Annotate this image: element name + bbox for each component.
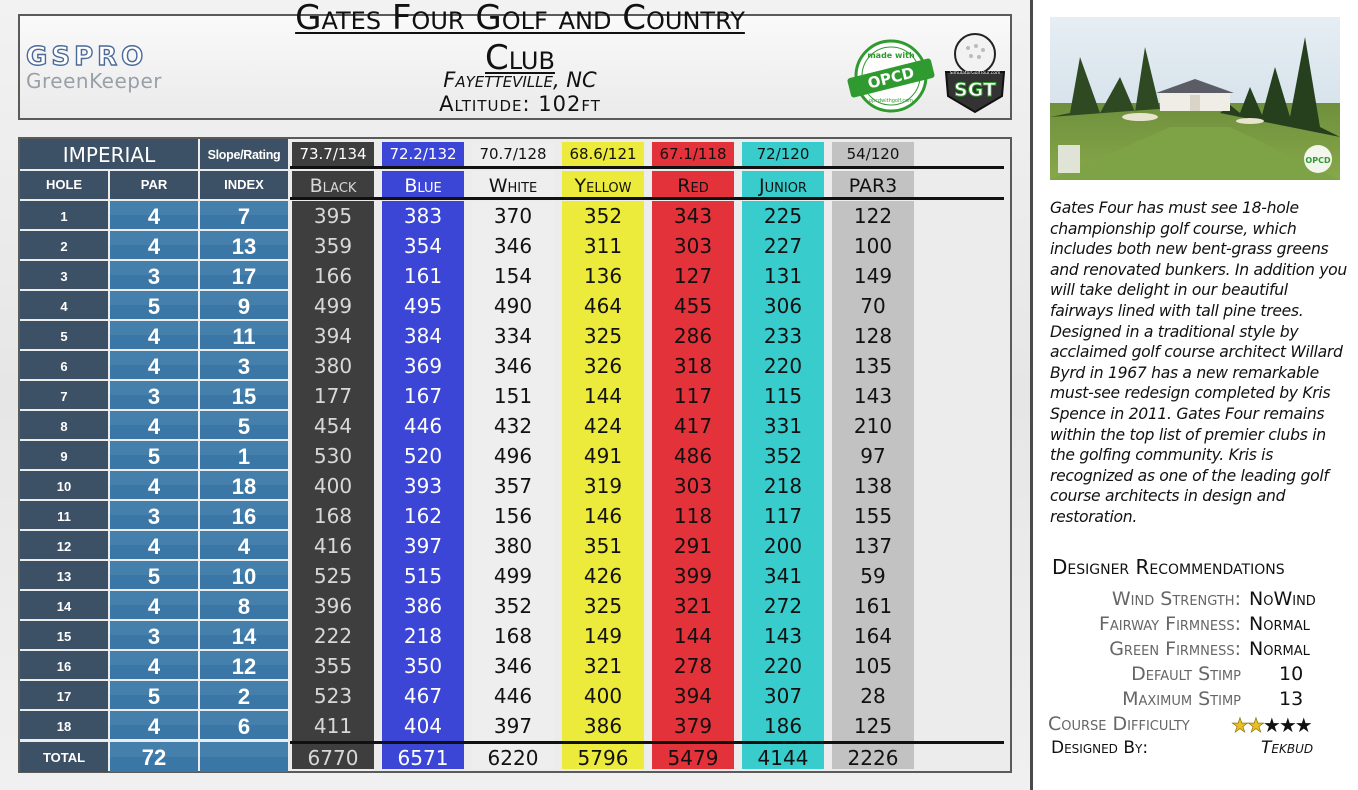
hole-yardage: 499 [313,294,353,318]
hole-par: 3 [110,501,198,529]
tee-rating: 54/120 [832,142,914,166]
hole-par: 4 [110,471,198,499]
hole-yardage: 399 [673,564,713,588]
course-description: Gates Four has must see 18-hole championship golf course, which includes both new bent-grass greens and renovated bunkers. In addition you will take delight in our beautiful fairways lined with tall pine trees. Designed in a traditional style by acclaimed golf course architect Willard Byrd in 1967 has a new remarkable must-see redesign completed by Kris Spence in 2011. Gates Four remains within the top list of premier clubs in the golfing community. Kris is recognized as one of the leading golf course architects in design and restoration. [1050,199,1348,526]
hole-yardage: 186 [763,714,803,738]
hole-yardage: 319 [583,474,623,498]
recommendation-label: Maximum Stimp [1122,688,1241,710]
hole-yardage: 155 [853,504,893,528]
hole-number: 11 [20,501,108,529]
hole-yardage: 146 [583,504,623,528]
hole-yardage: 352 [763,444,803,468]
hole-yardage: 523 [313,684,353,708]
tee-name: Junior [742,171,824,199]
hole-number: 3 [20,261,108,289]
preview-opcd-logo: OPCD [1305,156,1331,165]
designed-by-row [1041,738,1351,763]
hole-yardage: 454 [313,414,353,438]
tee-yardage-list [742,201,824,769]
sgt-logo-text: SGT [954,79,996,101]
recommendation-row [1041,613,1351,638]
hole-yardage: 495 [403,294,443,318]
hole-yardage: 210 [853,414,893,438]
hole-index: 12 [200,651,288,679]
tee-total: 6770 [307,746,359,770]
hole-yardage: 97 [860,444,886,468]
hole-yardage: 166 [313,264,353,288]
hole-index: 2 [200,681,288,709]
hole-yardage: 306 [763,294,803,318]
hole-yardage: 100 [853,234,893,258]
hole-par: 4 [110,711,198,739]
hole-number: 4 [20,291,108,319]
hole-par: 4 [110,351,198,379]
hole-yardage: 370 [493,204,533,228]
star-filled-icon: ★ [1231,713,1247,737]
opcd-logo-url: opcdwithgolf.com [868,98,914,104]
opcd-logo-top: made with [867,51,915,60]
hole-yardage: 143 [853,384,893,408]
hole-index: 17 [200,261,288,289]
hole-yardage: 525 [313,564,353,588]
hole-yardage: 278 [673,654,713,678]
hole-yardage: 383 [403,204,443,228]
hole-yardage: 220 [763,654,803,678]
hole-yardage: 321 [673,594,713,618]
sgt-logo [940,26,1010,116]
hole-par: 4 [110,201,198,229]
index-total-empty [200,742,288,772]
hole-yardage: 128 [853,324,893,348]
tee-total: 6571 [397,746,449,770]
tee-name: Black [292,171,374,199]
hole-yardage: 200 [763,534,803,558]
hole-yardage: 168 [493,624,533,648]
hole-yardage: 117 [763,504,803,528]
hole-index: 15 [200,381,288,409]
hole-yardage: 496 [493,444,533,468]
hole-yardage: 455 [673,294,713,318]
hole-yardage: 291 [673,534,713,558]
tee-name: Blue [382,171,464,199]
hole-par: 4 [110,411,198,439]
greenkeeper-logo-text: GreenKeeper [26,69,163,93]
hole-index: 11 [200,321,288,349]
hole-index: 13 [200,231,288,259]
hole-yardage: 380 [493,534,533,558]
sgt-logo-top: SimulatorGolfTour.com [949,71,1001,76]
hole-yardage: 386 [403,594,443,618]
hole-yardage: 520 [403,444,443,468]
hole-yardage: 162 [403,504,443,528]
course-title-line2: Club [485,38,555,78]
hole-yardage: 404 [403,714,443,738]
hole-yardage: 222 [313,624,353,648]
hole-yardage: 446 [403,414,443,438]
hole-yardage: 70 [860,294,886,318]
hole-yardage: 28 [860,684,886,708]
hole-yardage: 272 [763,594,803,618]
recommendation-row [1041,688,1351,713]
tee-total: 6220 [487,746,539,770]
tee-column-junior [742,139,824,771]
course-altitude: Altitude: 102ft [439,92,601,116]
hole-yardage: 491 [583,444,623,468]
hole-number: 10 [20,471,108,499]
hole-par: 3 [110,621,198,649]
course-title [220,0,820,78]
hole-yardage: 411 [313,714,353,738]
recommendation-label: Default Stimp [1131,663,1241,685]
hole-yardage: 161 [853,594,893,618]
hole-yardage: 384 [403,324,443,348]
total-label: TOTAL [20,742,108,772]
hole-yardage: 325 [583,594,623,618]
designed-by-value: Tekbud [1261,738,1314,758]
tee-rating: 72.2/132 [382,142,464,166]
hole-number: 17 [20,681,108,709]
hole-yardage: 394 [313,324,353,348]
hole-yardage: 379 [673,714,713,738]
hole-yardage: 227 [763,234,803,258]
tee-name: PAR3 [832,171,914,199]
hole-par: 4 [110,321,198,349]
hole-index: 8 [200,591,288,619]
tee-column-par3 [832,139,914,771]
hole-yardage: 311 [583,234,623,258]
tee-rating: 72/120 [742,142,824,166]
course-title-line1: Gates Four Golf and Country [295,0,745,38]
tee-column-white [472,139,554,771]
hole-index: 4 [200,531,288,559]
hole-yardage: 369 [403,354,443,378]
tee-total: 5479 [667,746,719,770]
hole-number: 12 [20,531,108,559]
hole-yardage: 151 [493,384,533,408]
hole-yardage: 396 [313,594,353,618]
hole-index: 14 [200,621,288,649]
tee-column-yellow [562,139,644,771]
header-divider-top [290,166,1004,169]
hole-yardage: 393 [403,474,443,498]
hole-yardage: 346 [493,354,533,378]
recommendation-value: Normal [1249,638,1310,660]
hole-yardage: 400 [583,684,623,708]
tee-name: Yellow [562,171,644,199]
hole-number: 18 [20,711,108,739]
hole-yardage: 303 [673,234,713,258]
hole-number: 8 [20,411,108,439]
hole-yardage: 394 [673,684,713,708]
hole-yardage: 395 [313,204,353,228]
hole-yardage: 318 [673,354,713,378]
recommendation-value: Normal [1249,613,1310,635]
hole-yardage: 341 [763,564,803,588]
designer-recommendations-title: Designer Recommendations [1052,555,1285,579]
hole-yardage: 346 [493,654,533,678]
star-empty-icon: ★ [1262,713,1279,737]
hole-yardage: 417 [673,414,713,438]
course-difficulty-label: Course Difficulty [1048,713,1190,735]
hole-yardage: 149 [853,264,893,288]
tee-name: Red [652,171,734,199]
recommendation-value: 10 [1279,663,1304,685]
hole-par: 4 [110,591,198,619]
tee-rating: 68.6/121 [562,142,644,166]
hole-index: 16 [200,501,288,529]
hole-yardage: 326 [583,354,623,378]
hole-yardage: 331 [763,414,803,438]
hole-number: 9 [20,441,108,469]
hole-yardage: 530 [313,444,353,468]
hole-yardage: 307 [763,684,803,708]
hole-par: 5 [110,681,198,709]
hole-yardage: 233 [763,324,803,348]
hole-yardage: 137 [853,534,893,558]
hole-number: 5 [20,321,108,349]
hole-number: 7 [20,381,108,409]
hole-yardage: 177 [313,384,353,408]
hole-number: 15 [20,621,108,649]
hole-yardage: 352 [493,594,533,618]
hole-par: 4 [110,531,198,559]
hole-number: 14 [20,591,108,619]
hole-number: 6 [20,351,108,379]
hole-yardage: 138 [853,474,893,498]
header-divider-bottom [290,197,1004,200]
tee-total: 4144 [757,746,809,770]
hole-yardage: 168 [313,504,353,528]
tee-yardage-list [562,201,644,769]
tee-column-black [292,139,374,771]
hole-yardage: 426 [583,564,623,588]
hole-index: 9 [200,291,288,319]
hole-par: 3 [110,381,198,409]
hole-yardage: 218 [403,624,443,648]
total-divider [290,741,1004,744]
star-empty-icon: ★ [1278,713,1295,737]
hole-yardage: 359 [313,234,353,258]
recommendation-label: Green Firmness: [1109,638,1241,660]
star-empty-icon: ★ [1294,713,1311,737]
hole-yardage: 144 [673,624,713,648]
hole-yardage: 386 [583,714,623,738]
hole-yardage: 350 [403,654,443,678]
hole-yardage: 303 [673,474,713,498]
hole-yardage: 167 [403,384,443,408]
hole-yardage: 220 [763,354,803,378]
hole-yardage: 354 [403,234,443,258]
recommendation-label: Fairway Firmness: [1098,613,1241,635]
gspro-greenkeeper-logo [26,44,186,96]
hole-yardage: 105 [853,654,893,678]
tee-rating: 70.7/128 [472,142,554,166]
hole-index: 5 [200,411,288,439]
hole-number: 13 [20,561,108,589]
recommendation-value: 13 [1279,688,1304,710]
hole-yardage: 486 [673,444,713,468]
hole-yardage: 286 [673,324,713,348]
hole-yardage: 346 [493,234,533,258]
hole-par: 4 [110,231,198,259]
hole-index: 6 [200,711,288,739]
hole-yardage: 352 [583,204,623,228]
hole-yardage: 400 [313,474,353,498]
tee-yardage-list [292,201,374,769]
hole-yardage: 351 [583,534,623,558]
hole-yardage: 334 [493,324,533,348]
hole-yardage: 59 [860,564,886,588]
tee-total: 2226 [847,746,899,770]
hole-yardage: 154 [493,264,533,288]
course-location: Fayetteville, NC [443,68,597,92]
hole-index: 10 [200,561,288,589]
hole-yardage: 467 [403,684,443,708]
hole-yardage: 515 [403,564,443,588]
recommendation-row [1041,588,1351,613]
hole-par: 5 [110,561,198,589]
hole-yardage: 117 [673,384,713,408]
tee-total: 5796 [577,746,629,770]
hole-yardage: 161 [403,264,443,288]
hole-yardage: 397 [493,714,533,738]
recommendation-row [1041,663,1351,688]
hole-yardage: 490 [493,294,533,318]
hole-par: 5 [110,291,198,319]
hole-yardage: 156 [493,504,533,528]
hole-yardage: 499 [493,564,533,588]
hole-yardage: 136 [583,264,623,288]
hole-yardage: 135 [853,354,893,378]
hole-yardage: 118 [673,504,713,528]
difficulty-stars [1231,713,1311,737]
course-difficulty-row [1041,713,1351,738]
hole-yardage: 397 [403,534,443,558]
recommendation-row [1041,638,1351,663]
hole-yardage: 325 [583,324,623,348]
hole-yardage: 164 [853,624,893,648]
hole-yardage: 355 [313,654,353,678]
star-filled-icon: ★ [1246,713,1263,737]
hole-index: 1 [200,441,288,469]
hole-yardage: 432 [493,414,533,438]
hole-yardage: 218 [763,474,803,498]
hole-index: 7 [200,201,288,229]
imperial-label: IMPERIAL [20,139,198,169]
hole-yardage: 321 [583,654,623,678]
hole-yardage: 380 [313,354,353,378]
par-column-header: PAR [110,171,198,199]
recommendation-label: Wind Strength: [1111,588,1241,610]
course-preview-image [1050,17,1340,180]
hole-yardage: 115 [763,384,803,408]
slope-rating-label: Slope/Rating [200,139,288,169]
hole-yardage: 357 [493,474,533,498]
par-total: 72 [110,742,198,772]
recommendation-value: NoWind [1249,588,1316,610]
hole-number: 16 [20,651,108,679]
hole-par: 3 [110,261,198,289]
designed-by-label: Designed By: [1051,738,1149,758]
tee-rating: 73.7/134 [292,142,374,166]
hole-yardage: 122 [853,204,893,228]
hole-yardage: 131 [763,264,803,288]
tee-yardage-list [652,201,734,769]
opcd-logo [844,36,938,116]
hole-index: 18 [200,471,288,499]
opcd-logo-text: OPCD [865,63,917,93]
hole-par: 5 [110,441,198,469]
course-header [18,0,1012,120]
gspro-logo-text: GSPRO [26,42,148,72]
hole-par: 4 [110,651,198,679]
scorecard-table [18,137,1012,773]
hole-yardage: 225 [763,204,803,228]
tee-name: White [472,171,554,199]
tee-rating: 67.1/118 [652,142,734,166]
hole-yardage: 343 [673,204,713,228]
hole-yardage: 144 [583,384,623,408]
tee-yardage-list [832,201,914,769]
tee-yardage-list [382,201,464,769]
hole-yardage: 464 [583,294,623,318]
hole-par-index-block [20,139,290,771]
course-info-panel [1030,0,1358,790]
hole-yardage: 143 [763,624,803,648]
hole-number: 1 [20,201,108,229]
hole-yardage: 424 [583,414,623,438]
hole-yardage: 446 [493,684,533,708]
hole-number: 2 [20,231,108,259]
hole-yardage: 125 [853,714,893,738]
hole-column-header: HOLE [20,171,108,199]
tee-column-blue [382,139,464,771]
hole-yardage: 416 [313,534,353,558]
tee-column-red [652,139,734,771]
index-column-header: INDEX [200,171,288,199]
tee-yardage-list [472,201,554,769]
hole-yardage: 127 [673,264,713,288]
hole-yardage: 149 [583,624,623,648]
hole-index: 3 [200,351,288,379]
